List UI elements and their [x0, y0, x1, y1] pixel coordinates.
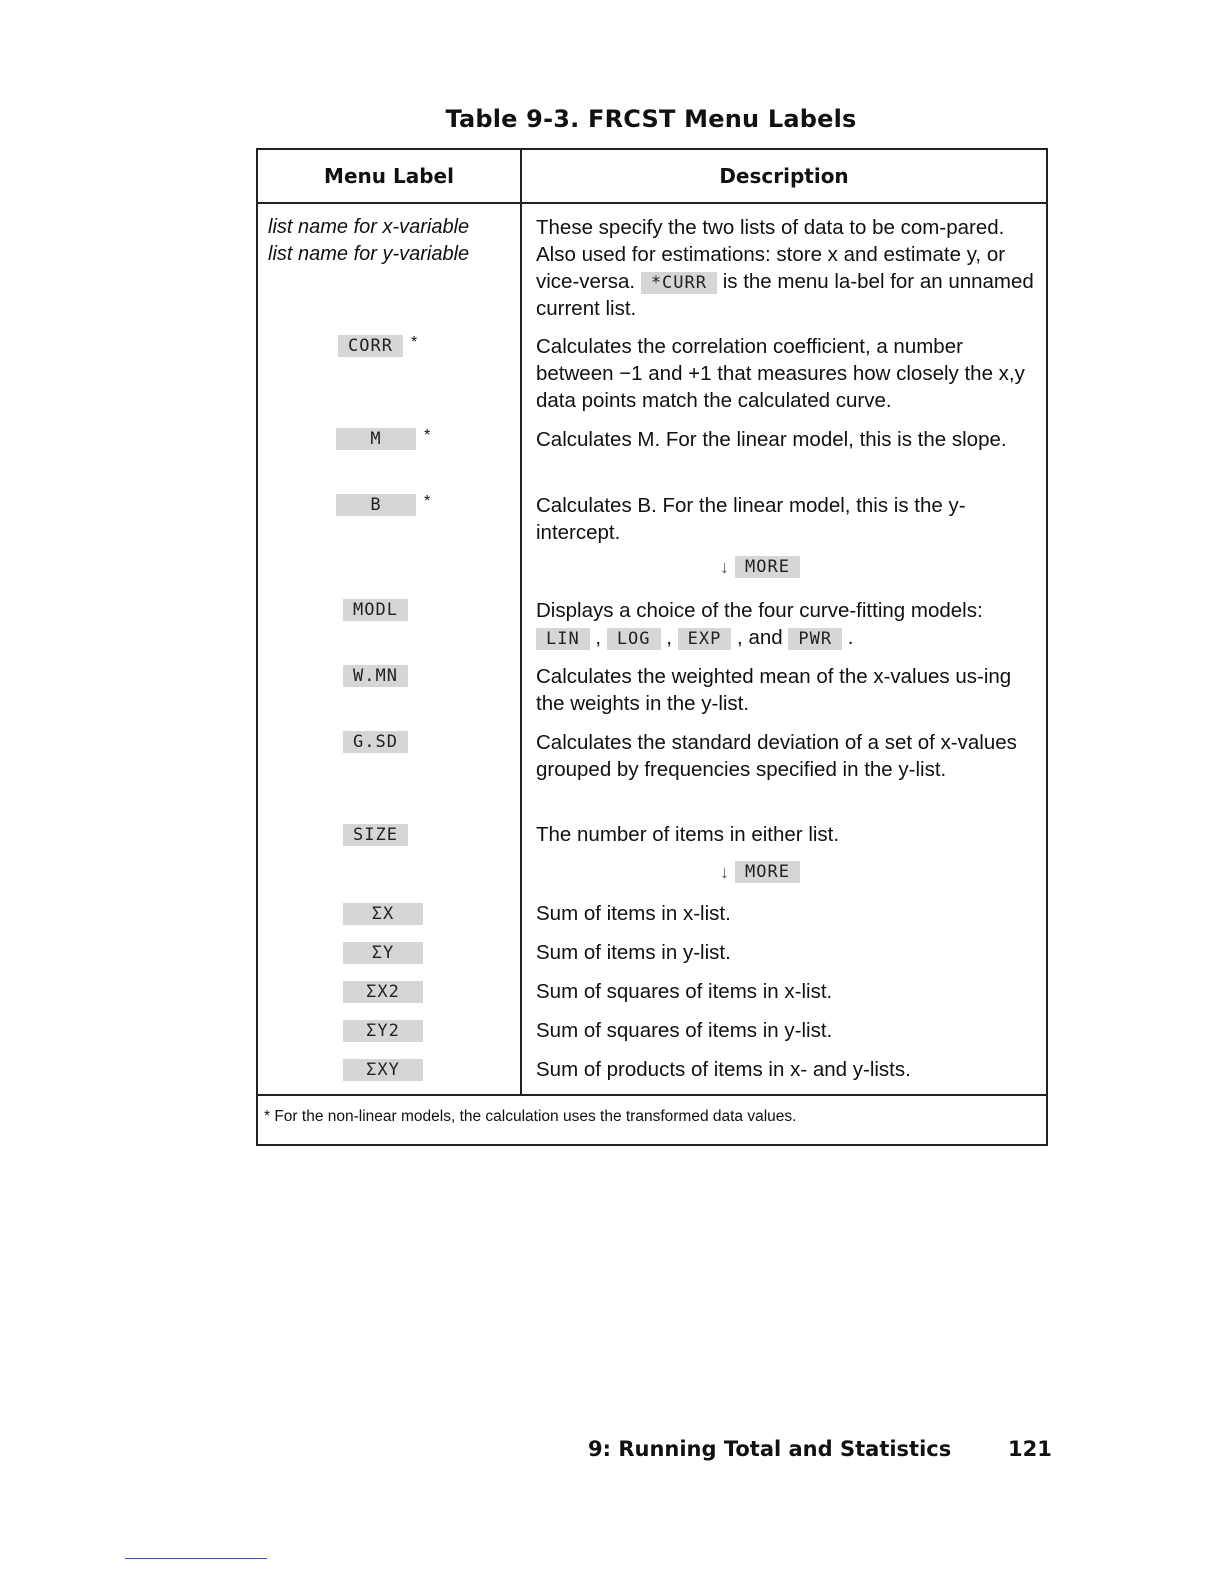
gsd-description: Calculates the standard deviation of a set of x-values grouped by frequencies specified in the y-list. — [536, 731, 1017, 781]
down-arrow-icon: ↓ — [720, 861, 729, 882]
b-key: B — [336, 494, 416, 516]
b-description: Calculates B. For the linear model, this is the y-intercept. — [536, 494, 966, 544]
more-key-2: MORE — [735, 861, 800, 883]
model-lin-key: LIN — [536, 628, 590, 650]
footnote-divider — [258, 1094, 1046, 1096]
gsd-key: G.SD — [343, 731, 408, 753]
bottom-rule — [125, 1558, 267, 1559]
sy-key: ΣY — [343, 942, 423, 964]
header-description: Description — [719, 164, 849, 188]
corr-star: * — [410, 334, 418, 351]
page-number: 121 — [1008, 1437, 1052, 1461]
header-menu-label: Menu Label — [324, 164, 454, 188]
more-indicator-1 — [720, 556, 800, 578]
b-star: * — [424, 493, 431, 510]
sy2-label — [343, 1019, 423, 1042]
corr-description: Calculates the correlation coefficient, a number between −1 and +1 that measures how closely the x,y data points match the calculated curve. — [536, 335, 1025, 412]
sy2-description: Sum of squares of items in y-list. — [536, 1019, 833, 1042]
list-name-labels — [268, 214, 469, 268]
sx-key: ΣX — [343, 903, 423, 925]
modl-key: MODL — [343, 599, 408, 621]
list-name-x-label: list name for x-variable — [268, 216, 470, 238]
model-pwr-key: PWR — [788, 628, 842, 650]
list-name-y-label: list name for y-variable — [268, 243, 470, 265]
sy2-key: ΣY2 — [343, 1020, 423, 1042]
m-description: Calculates M. For the linear model, this is the slope. — [536, 428, 1007, 451]
model-and: and — [748, 626, 783, 649]
gsd-label — [343, 730, 408, 753]
sx2-key: ΣX2 — [343, 981, 423, 1003]
table-footnote: * For the non-linear models, the calculation uses the transformed data values. — [264, 1108, 797, 1125]
wmn-description: Calculates the weighted mean of the x-values us-ing the weights in the y-list. — [536, 665, 1012, 715]
wmn-key: W.MN — [343, 665, 408, 687]
list-names-description — [536, 214, 1036, 322]
m-star: * — [424, 427, 431, 444]
size-key: SIZE — [343, 824, 408, 846]
list-names-desc-part2: is the menu la-bel for an unnamed current list. — [536, 270, 1034, 320]
more-indicator-2 — [720, 861, 800, 883]
sx-label — [343, 902, 423, 925]
modl-description — [536, 597, 1036, 651]
model-log-key: LOG — [607, 628, 661, 650]
column-divider — [520, 150, 522, 1096]
sy-label — [343, 941, 423, 964]
model-exp-key: EXP — [678, 628, 732, 650]
sxy-key: ΣXY — [343, 1059, 423, 1081]
b-label — [336, 493, 430, 516]
table-title: Table 9-3. FRCST Menu Labels — [445, 105, 857, 133]
sx2-description: Sum of squares of items in x-list. — [536, 980, 833, 1003]
size-label — [343, 823, 408, 846]
m-label — [336, 427, 430, 450]
m-key: M — [336, 428, 416, 450]
wmn-label — [343, 664, 408, 687]
sxy-label — [343, 1058, 423, 1081]
curr-key: *CURR — [641, 272, 717, 294]
size-description: The number of items in either list. — [536, 823, 840, 846]
corr-label — [338, 334, 417, 357]
corr-key: CORR — [338, 335, 403, 357]
table-header — [258, 150, 1046, 204]
model-list: LIN , LOG , EXP , and PWR . — [536, 624, 1036, 651]
sx-description: Sum of items in x-list. — [536, 902, 731, 925]
modl-desc-text: Displays a choice of the four curve-fitting models: — [536, 599, 983, 622]
running-head: 9: Running Total and Statistics — [588, 1437, 952, 1461]
sy-description: Sum of items in y-list. — [536, 941, 731, 964]
list-names-desc-part1: These specify the two lists of data to be com-pared. Also used for estimations: store x and estimate y, or vice-versa. — [536, 216, 1006, 293]
down-arrow-icon: ↓ — [720, 556, 729, 577]
modl-label — [343, 598, 408, 621]
sx2-label — [343, 980, 423, 1003]
sxy-description: Sum of products of items in x- and y-lists. — [536, 1058, 911, 1081]
more-key-1: MORE — [735, 556, 800, 578]
